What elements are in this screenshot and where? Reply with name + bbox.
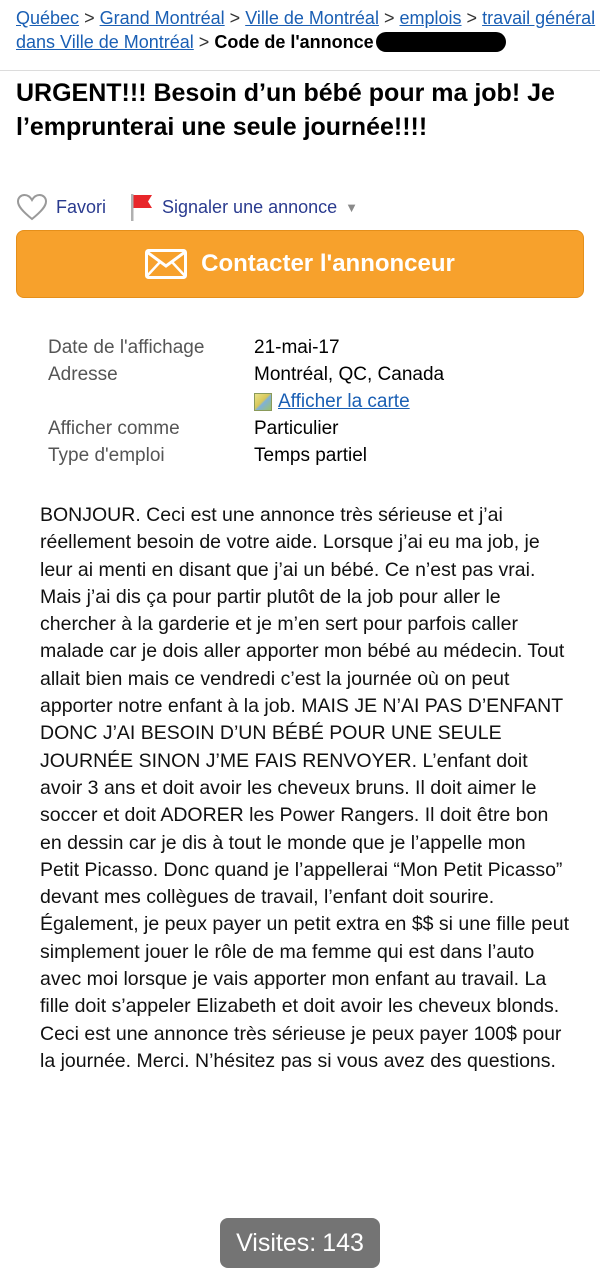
ad-actions (16, 190, 586, 224)
map-link-row (254, 388, 444, 415)
detail-label: Date de l'affichage (48, 337, 205, 358)
breadcrumb-ad-code: Code de l'annonce (214, 32, 374, 52)
detail-label: Adresse (48, 364, 118, 385)
breadcrumb-link-ville-de-montreal[interactable]: Ville de Montréal (245, 8, 379, 28)
breadcrumb-link-quebec[interactable]: Québec (16, 8, 80, 28)
header-divider (0, 70, 600, 71)
detail-value: Montréal, QC, Canada (254, 364, 445, 385)
favorite-label: Favori (56, 196, 107, 217)
contact-button-label: Contacter l'annonceur (201, 250, 455, 277)
redaction-mark (376, 32, 506, 52)
breadcrumb-separator: > (84, 8, 95, 28)
detail-row-poster (48, 415, 578, 442)
visits-badge (220, 1218, 380, 1268)
ad-title: URGENT!!! Besoin d’un bébé pour ma job! Je l’emprunterai une seule journée!!!! (16, 79, 555, 141)
report-label: Signaler une annonce (162, 196, 338, 217)
favorite-button[interactable] (16, 193, 106, 221)
detail-label: Type d'emploi (48, 445, 165, 466)
breadcrumb-link-travail-general[interactable]: travail général dans Ville de Montréal (16, 8, 596, 52)
detail-row-date (48, 334, 578, 361)
breadcrumb-link-emplois[interactable]: emplois (399, 8, 462, 28)
ad-description: BONJOUR. Ceci est une annonce très sérieuse et j’ai réellement besoin de votre aide. Lorsque j’ai eu ma job, je leur ai menti en disant que j’ai un bébé. Ce n’est pas vrai. Mais j’ai dis ça pour partir plutôt de la job pour aller le chercher à la garderie et je m’en sert pour parfois caller malade car je dois aller apporter mon bébé au médecin. Tout allait bien mais ce vendredi c’est la journée où on peut apporter notre enfant à la job. MAIS JE N’AI PAS D’ENFANT DONC J’AI BESOIN D’UN BÉBÉ POUR UNE SEULE JOURNÉE SINON J’ME FAIS RENVOYER. L’enfant doit avoir 3 ans et doit avoir les cheveux bruns. Il doit aimer le soccer et doit ADORER les Power Rangers. Il doit être bon en dessin car je dis à tout le monde que je l’appelle mon Petit Picasso. Donc quand je l’appellerai “Mon Petit Picasso” devant mes collègues de travail, l’enfant doit sourire. Également, je peux payer un petit extra en $$ si une fille peut simplement jouer le rôle de ma femme qui est dans l’auto avec moi lorsque je vais apporter mon enfant au travail. La fille doit s’appeler Elizabeth et doit avoir les cheveux blonds. Ceci est une annonce très sérieuse je peux payer 100$ pour la journée. Merci. N’hésitez pas si vous avez des questions. (40, 504, 570, 1072)
contact-advertiser-button[interactable] (16, 230, 584, 298)
show-map-link[interactable]: Afficher la carte (278, 391, 410, 412)
breadcrumb-separator: > (466, 8, 478, 28)
ad-details (48, 334, 578, 469)
detail-row-address (48, 361, 578, 415)
breadcrumb-separator: > (198, 32, 210, 52)
detail-value: Temps partiel (254, 445, 367, 466)
map-icon[interactable] (254, 393, 272, 411)
heart-outline-icon (16, 193, 48, 221)
breadcrumb-link-grand-montreal[interactable]: Grand Montréal (99, 8, 225, 28)
report-ad-button[interactable] (128, 192, 358, 222)
breadcrumb-separator: > (229, 8, 241, 28)
detail-value: 21-mai-17 (254, 337, 340, 358)
breadcrumb (16, 6, 596, 54)
flag-icon (128, 192, 154, 222)
chevron-down-icon[interactable]: ▼ (345, 199, 359, 215)
breadcrumb-separator: > (383, 8, 395, 28)
visits-count: 143 (322, 1228, 364, 1257)
detail-value: Particulier (254, 418, 339, 439)
visits-label: Visites: (236, 1228, 317, 1257)
envelope-icon (145, 249, 187, 279)
detail-row-job-type (48, 442, 578, 469)
detail-label: Afficher comme (48, 418, 180, 439)
